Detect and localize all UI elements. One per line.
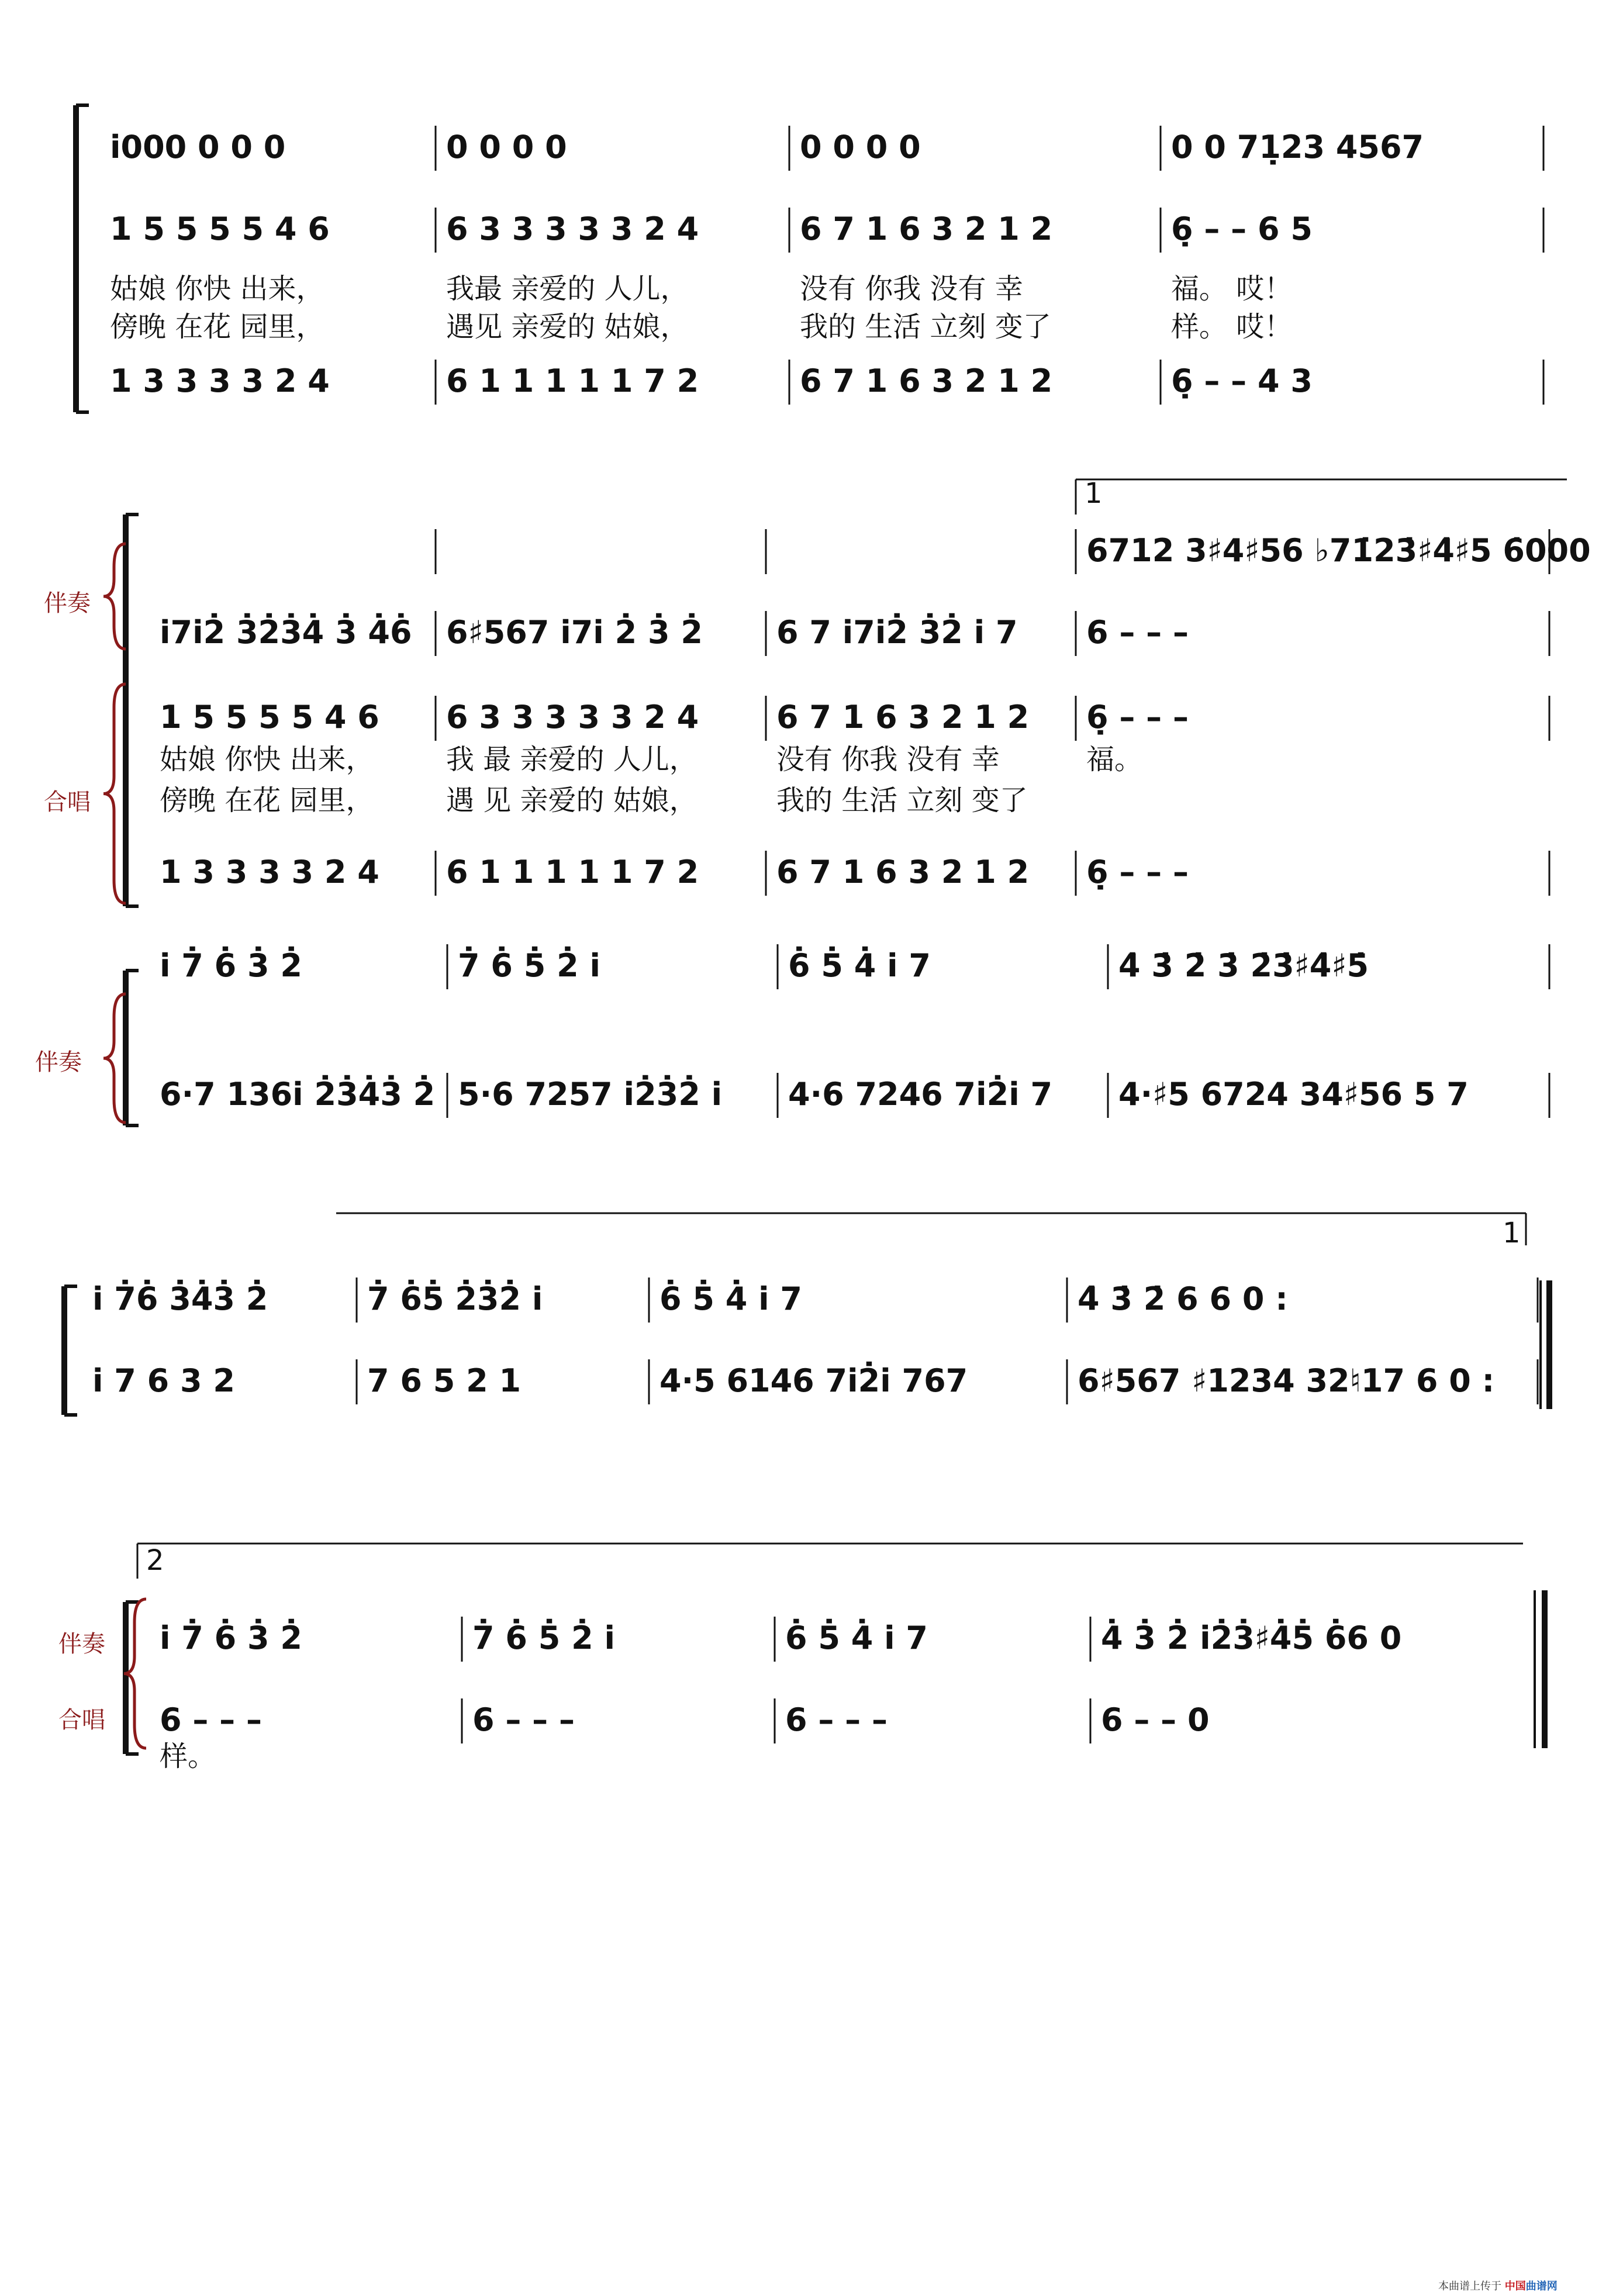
notation-text: 7 6 5 2 1 [367,1362,522,1399]
footer-uploaded: 本曲谱上传于 [1438,2280,1501,2292]
lyric-text: 我的 生活 立刻 变了 [800,310,1051,343]
lyric-text: 样。 哎！ [1171,310,1293,343]
notation-text: 6 7 1 6 3 2 1 2 [800,362,1053,399]
notation-text: 1 3 3 3 3 2 4 [110,362,330,399]
notation-text: 6̣ – – 6 5 [1171,210,1313,247]
notation-text: 6712 3♯4♯56 ♭71̇23̇♯4̇♯5 6̇000 [1086,532,1591,569]
volta-1-number: 1 [1085,477,1103,510]
notation-text: 6 – – – [785,1701,888,1738]
notation-text: 6 1 1 1 1 1 7 2 [446,854,699,890]
notation-text: 1 5 5 5 5 4 6 [110,210,330,247]
notation-text: 6 3 3 3 3 3 2 4 [446,210,699,247]
lyric-text: 遇见 亲爱的 姑娘， [446,310,689,343]
notation-text: i̇ 7̇ 6̇ 3̇ 2̇ [160,947,303,984]
lyric-text: 我 最 亲爱的 人儿， [446,743,697,776]
notation-text: 7̇ 6̇ 5̇ 2̇ i̇ [458,947,601,984]
lyric-text: 姑娘 你快 出来， [110,272,324,305]
notation-text: 4̇ 3̇ 2̇ 6 6 0 : [1078,1280,1288,1317]
notation-text: i̇ 7 6 3 2 [92,1362,236,1399]
lyric-text: 遇 见 亲爱的 姑娘， [446,784,697,817]
notation-text: 4·♯5 6724 34♯56 5 7 [1118,1076,1469,1113]
lyric-text: 福。 哎！ [1171,272,1293,305]
lyric-text: 没有 你我 没有 幸 [800,272,1023,305]
lyric-text: 没有 你我 没有 幸 [776,743,1000,776]
notation-text: 6 – – – [160,1701,262,1738]
notation-text: 6 – – – [1086,614,1189,651]
notation-text: 6 – – – [472,1701,575,1738]
notation-text: 6 7 1 6 3 2 1 2 [800,210,1053,247]
volta-1-end-number: 1 [1503,1217,1521,1249]
notation-text: 1 5 5 5 5 4 6 [160,699,379,736]
notation-text: 5·6 7257 i̇2̇3̇2̇ i̇ [458,1076,723,1113]
chorus-brace [103,684,126,903]
lyric-text: 我的 生活 立刻 变了 [776,784,1028,817]
notation-text: 0 0 0 0 [800,129,921,165]
notation-text: 6·7 136i̇ 2̇3̇4̇3̇ 2̇ [160,1076,436,1113]
notation-text: 6̣ – – – [1086,854,1189,890]
label-chorus-s2: 合唱 [44,789,91,816]
accompaniment-brace [103,544,126,649]
volta-2-number: 2 [146,1544,164,1577]
notation-text: 6 – – 0 [1101,1701,1210,1738]
notation-text: 0 0 71̣23 4567 [1171,129,1424,165]
label-accompaniment-s3: 伴奏 [35,1049,82,1076]
lyric-text: 福。 [1086,743,1143,776]
notation-text: 6♯567 ♯1234 32♮17 6 0 : [1078,1362,1495,1399]
footer-site-b: 曲谱网 [1525,2280,1558,2292]
notation-text: 6 7 1 6 3 2 1 2 [776,854,1030,890]
notation-text: 4·6 7246 7i̇2̇i̇ 7 [788,1076,1053,1113]
notation-text: 6̣ – – 4 3 [1171,362,1313,399]
lyric-text: 傍晚 在花 园里， [160,784,374,817]
lyric-text: 样。 [160,1740,216,1773]
label-accompaniment-s5: 伴奏 [58,1631,105,1658]
lyric-text: 我最 亲爱的 人儿， [446,272,689,305]
notation-text: 7̇ 6̇ 5̇ 2̇ i̇ [472,1620,616,1656]
notation-text: 6̇ 5̇ 4̇ i̇ 7 [785,1620,928,1656]
notation-text: 4̇ 3̇ 2̇ 3̇ 2̇3̇♯4̇♯5̇ [1118,947,1369,984]
notation-text: 4·5 6146 7i̇2̇i̇ 767 [659,1362,968,1399]
notation-text: 0 0 0 0 [446,129,567,165]
notation-text: i̇000 0 0 0 [110,129,286,165]
notation-text: 6 1 1 1 1 1 7 2 [446,362,699,399]
notation-text: 6̇ 5̇ 4̇ i̇ 7 [788,947,931,984]
notation-text: 1 3 3 3 3 2 4 [160,854,379,890]
notation-text: 6 3 3 3 3 3 2 4 [446,699,699,736]
accompaniment-brace [103,994,126,1123]
notation-text: 6̣ – – – [1086,699,1189,736]
notation-text: i̇ 7̇ 6̇ 3̇ 2̇ [160,1620,303,1656]
notation-text: 4̇ 3̇ 2̇ i̇2̇3̇♯4̇5̇ 6̇6 0 [1101,1620,1402,1656]
footer-credit [1438,2278,1558,2293]
notation-text: 7̇ 6̇5̇ 2̇3̇2̇ i̇ [367,1280,543,1317]
footer-site-a: 中国 [1504,2280,1526,2292]
notation-text: i̇7i̇2̇ 3̇2̇3̇4̇ 3̇ 4̇6̇ [160,614,412,651]
notation-text: 6 7 i̇7i̇2̇ 3̇2̇ i̇ 7 [776,614,1018,651]
label-accompaniment-s2: 伴奏 [44,590,91,617]
lyric-text: 傍晚 在花 园里， [110,310,324,343]
notation-text: 6 7 1 6 3 2 1 2 [776,699,1030,736]
notation-text: 6̇ 5̇ 4̇ i̇ 7 [659,1280,803,1317]
lyric-text: 姑娘 你快 出来， [160,743,374,776]
notation-text: 6♯567 i̇7i̇ 2̇ 3̇ 2̇ [446,614,703,651]
notation-text: i̇ 7̇6̇ 3̇4̇3̇ 2̇ [92,1280,268,1317]
label-chorus-s5: 合唱 [58,1707,105,1734]
